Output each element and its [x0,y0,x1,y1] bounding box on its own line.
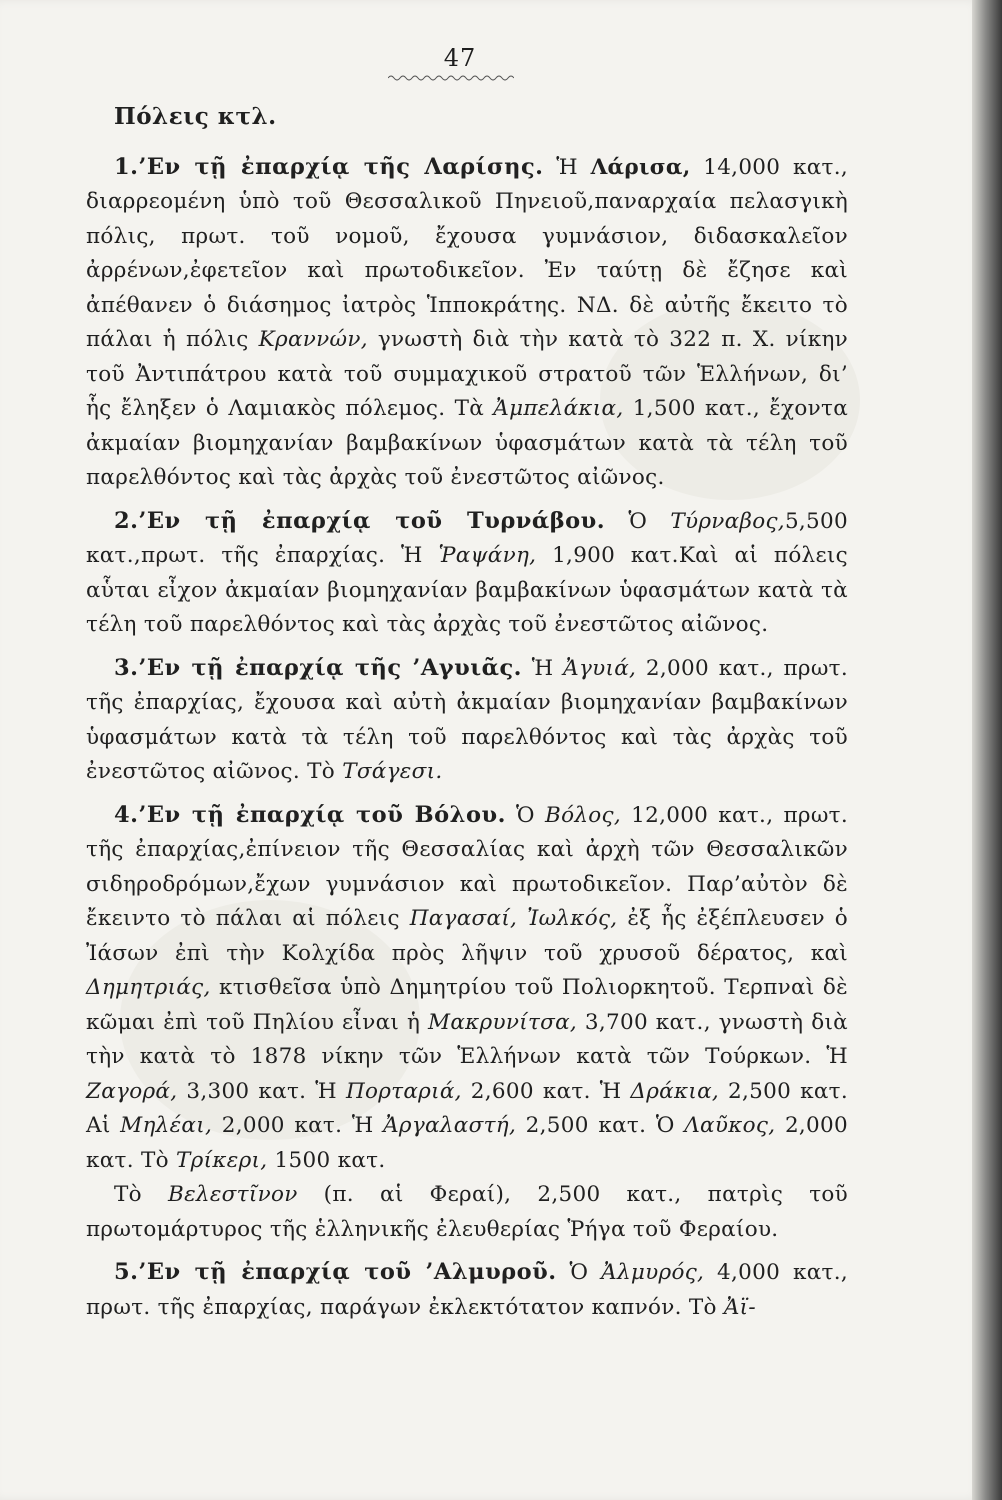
place-name: Παγασαί, [409,906,518,931]
wavy-rule-ornament [388,74,514,82]
place-name: Δράκια, [630,1078,720,1104]
text-run: 3,300 κατ. Ἡ [177,1078,346,1104]
place-name: Πορταριά, [345,1078,462,1104]
text-run: Ἡ [543,154,591,180]
page-number: 47 [443,44,477,72]
paragraph-tyrnavos [86,504,848,643]
place-name: Βελεστῖνον [167,1182,298,1207]
text-run: ἐξ ἧς ἐξέπλευσεν ὁ Ἰάσων ἐπὶ τὴν Κολχίδα πρὸς λῆψιν τοῦ χρυσοῦ δέρατος, καὶ [86,906,849,966]
place-name: Ἀγυιά, [563,655,637,681]
text-run: 2,000 κατ. Ἡ [212,1113,384,1138]
text-run: 2,500 κατ. Αἱ [86,1078,848,1138]
text-run: 4,000 κατ., πρωτ. τῆς ἐπαρχίας, παράγων ἐκλεκτότατον καπνόν. Τὸ [86,1260,848,1320]
place-name: Τύρναβος, [670,508,785,534]
text-run: 1,900 κατ.Καὶ αἱ πόλεις αὗται εἶχον ἀκμαίαν βιομηχανίαν βαμβακίνων ὑφασμάτων κατὰ τὰ τέλη τοῦ παρελθόντος καὶ τὰς ἀρχὰς τοῦ ἐνεστῶτος αἰῶνος. [86,543,848,637]
text-run: 2,500 κατ. Ὁ [516,1113,685,1138]
text-run: Ὁ [556,1260,602,1285]
place-name: Ῥαψάνη, [438,543,537,568]
place-name: Ἀϊ- [723,1294,756,1320]
place-name: Κραννών, [258,327,368,352]
place-name: Βόλος, [544,802,621,828]
text-run [517,906,527,931]
text-run: 3,700 κατ., γνωστὴ διὰ τὴν κατὰ τὸ 1878 νίκην τῶν Ἑλλήνων κατὰ τῶν Τούρκων. Ἡ [86,1009,848,1069]
paragraph-agyia [86,651,848,790]
place-name: Δημητριάς, [86,975,211,1000]
paragraph-almyros [86,1255,848,1325]
place-name: Ἀργαλαστή, [383,1113,517,1138]
place-name: Μακρυνίτσα, [428,1009,578,1035]
text-run: 1,500 κατ., ἔχοντα ἀκμαίαν βιομηχανίαν βαμβακίνων ὑφασμάτων κατὰ τὰ τέλη τοῦ παρελθόντος καὶ τὰς ἀρχὰς τοῦ ἐνεστῶτος αἰῶνος. [86,396,849,490]
place-name: Ἀλμυρός, [601,1260,705,1285]
text-run: Ὁ [605,508,671,534]
city-name: Λάρισα, [590,154,691,180]
text-run: 14,000 κατ., διαρρεομένη ὑπὸ τοῦ Θεσσαλικοῦ Πηνειοῦ,παναρχαία πελασγικὴ πόλις, πρωτ. τοῦ νομοῦ, ἔχουσα γυμνάσιον, διδασκαλεῖον ἀρρένων,ἐφετεῖον καὶ πρωτοδικεῖον. Ἐν ταύτῃ δὲ ἔζησε καὶ ἀπέθανεν ὁ διάσημος ἰατρὸς Ἱπποκράτης. ΝΔ. δὲ αὐτῆς ἔκειτο τὸ πάλαι ἡ πόλις [86,154,848,352]
text-run: Ἡ [521,655,564,681]
text-run: 2,000 κατ. Τὸ [86,1113,848,1173]
place-name: Τσάγεσι. [342,759,443,784]
text-run: 2,600 κατ. Ἡ [461,1078,631,1104]
text-run: 12,000 κατ., πρωτ. τῆς ἐπαρχίας,ἐπίνειον τῆς Θεσσαλίας καὶ ἀρχὴ τῶν Θεσσαλικῶν σιδηροδρόμων,ἔχων γυμνάσιον καὶ πρωτοδικεῖον. Παρ’αὐτὸν δὲ ἔκειντο τὸ πάλαι αἱ πόλεις [86,802,849,931]
province-heading: 5.’Εν τῇ ἐπαρχίᾳ τοῦ ’Αλμυροῦ. [114,1259,557,1285]
place-name: Μηλέαι, [120,1113,213,1138]
text-run: 2,000 κατ., πρωτ. τῆς ἐπαρχίας, ἔχουσα καὶ αὐτὴ ἀκμαίαν βιομηχανίαν βαμβακίνων ὑφασμάτων κατὰ τὰ τέλη τοῦ παρελθόντος καὶ τὰς ἀρχὰς τοῦ ἐνεστῶτος αἰῶνος. Τὸ [86,655,848,784]
section-heading: Πόλεις κτλ. [114,103,277,130]
province-heading: 2.’Εν τῇ ἐπαρχίᾳ τοῦ Τυρνάβου. [114,507,606,534]
place-name: Ἀμπελάκια, [493,396,624,421]
place-name: Τρίκερι, [176,1147,268,1173]
text-run: (π. αἱ Φεραί), 2,500 κατ., πατρὶς τοῦ πρωτομάρτυρος τῆς ἑλληνικῆς ἐλευθερίας Ῥήγα τοῦ Φεραίου. [86,1182,848,1242]
text-run: Ὁ [505,802,545,828]
page-edge-shadow [972,0,1002,1500]
province-heading: 4.’Εν τῇ ἐπαρχίᾳ τοῦ Βόλου. [114,801,506,828]
text-run: κτισθεῖσα ὑπὸ Δημητρίου τοῦ Πολιορκητοῦ. Τερπναὶ δὲ κῶμαι ἐπὶ τοῦ Πηλίου εἶναι ἡ [86,975,848,1035]
place-name: Λαῦκος, [684,1113,776,1138]
province-heading: 3.’Εν τῇ ἐπαρχίᾳ τῆς ’Αγυιᾶς. [114,654,522,681]
paragraph-velestino [86,1178,848,1247]
place-name: Ἰωλκός, [527,906,618,931]
paragraph-larisa [86,150,848,496]
body-text [86,100,848,1325]
text-run: Τὸ [114,1182,168,1207]
text-run: 1500 κατ. [267,1147,386,1173]
text-run: γνωστὴ διὰ τὴν κατὰ τὸ 322 π. Χ. νίκην τοῦ Ἀντιπάτρου κατὰ τοῦ συμμαχικοῦ στρατοῦ τῶν Ἑλλήνων, δι’ ἧς ἔληξεν ὁ Λαμιακὸς πόλεμος. Τὰ [86,327,849,421]
province-heading: 1.’Εν τῇ ἐπαρχίᾳ τῆς Λαρίσης. [114,153,544,180]
paragraph-volos [86,798,848,1179]
text-run: 5,500 κατ.,πρωτ. τῆς ἐπαρχίας. Ἡ [86,508,848,568]
place-name: Ζαγορά, [86,1078,178,1104]
